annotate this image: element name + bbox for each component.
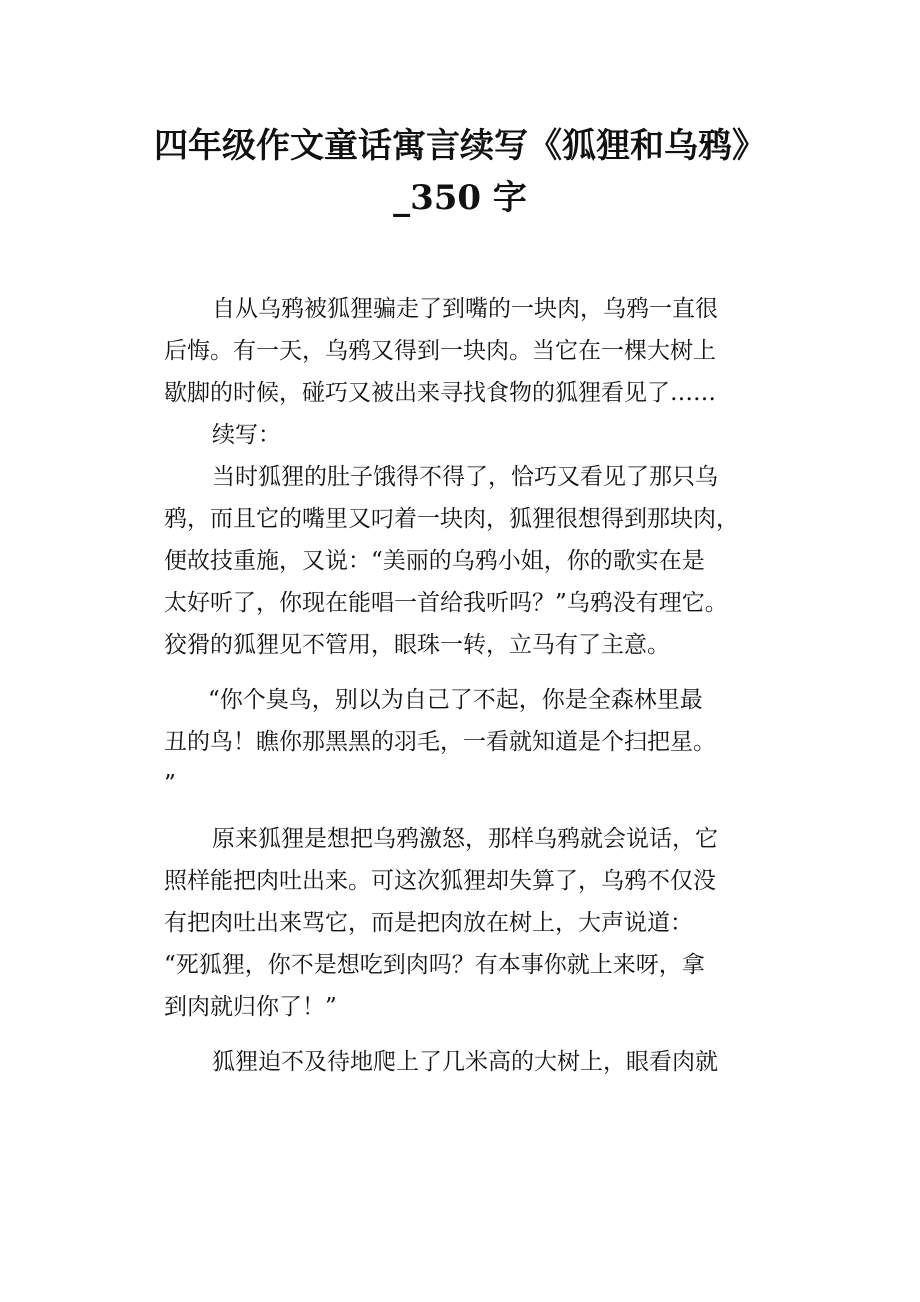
text-line: 鸦，而且它的嘴里又叼着一块肉，狐狸很想得到那块肉， [164,506,739,532]
text-line: 歇脚的时候，碰巧又被出来寻找食物的狐狸看见了…… [164,380,716,406]
text-line: 照样能把肉吐出来。可这次狐狸却失算了，乌鸦不仅没 [164,868,716,894]
text-line: 原来狐狸是想把乌鸦激怒，那样乌鸦就会说话，它 [212,826,718,852]
document-body [164,288,764,1083]
title-line-1: 四年级作文童话寓言续写《狐狸和乌鸦》 [154,126,766,166]
text-line: 便故技重施，又说：“美丽的乌鸦小姐，你的歌实在是 [164,548,705,574]
text-line: 狡猾的狐狸见不管用，眼珠一转，立马有了主意。 [164,632,670,658]
text-line: 当时狐狸的肚子饿得不得了，恰巧又看见了那只乌 [212,464,718,490]
title-line-2: _350 字 [393,178,527,218]
text-line: “你个臭鸟，别以为自己了不起，你是全森林里最 [208,687,703,713]
text-line: 自从乌鸦被狐狸骗走了到嘴的一块肉，乌鸦一直很 [212,296,718,322]
text-line: 后悔。有一天，乌鸦又得到一块肉。当它在一棵大树上 [164,338,716,364]
text-line: 丑的鸟！瞧你那黑黑的羽毛，一看就知道是个扫把星。 [164,729,716,755]
text-line: 太好听了，你现在能唱一首给我听吗？”乌鸦没有理它。 [164,590,728,616]
text-line: 到肉就归你了！” [164,994,337,1020]
text-line: 狐狸迫不及待地爬上了几米高的大树上，眼看肉就 [212,1049,718,1075]
text-line: 有把肉吐出来骂它，而是把肉放在树上，大声说道： [164,910,693,936]
text-line: 续写： [212,422,281,448]
text-line: “死狐狸，你不是想吃到肉吗？有本事你就上来呀，拿 [164,952,705,978]
document-title [120,120,800,224]
text-line: ” [164,771,176,797]
